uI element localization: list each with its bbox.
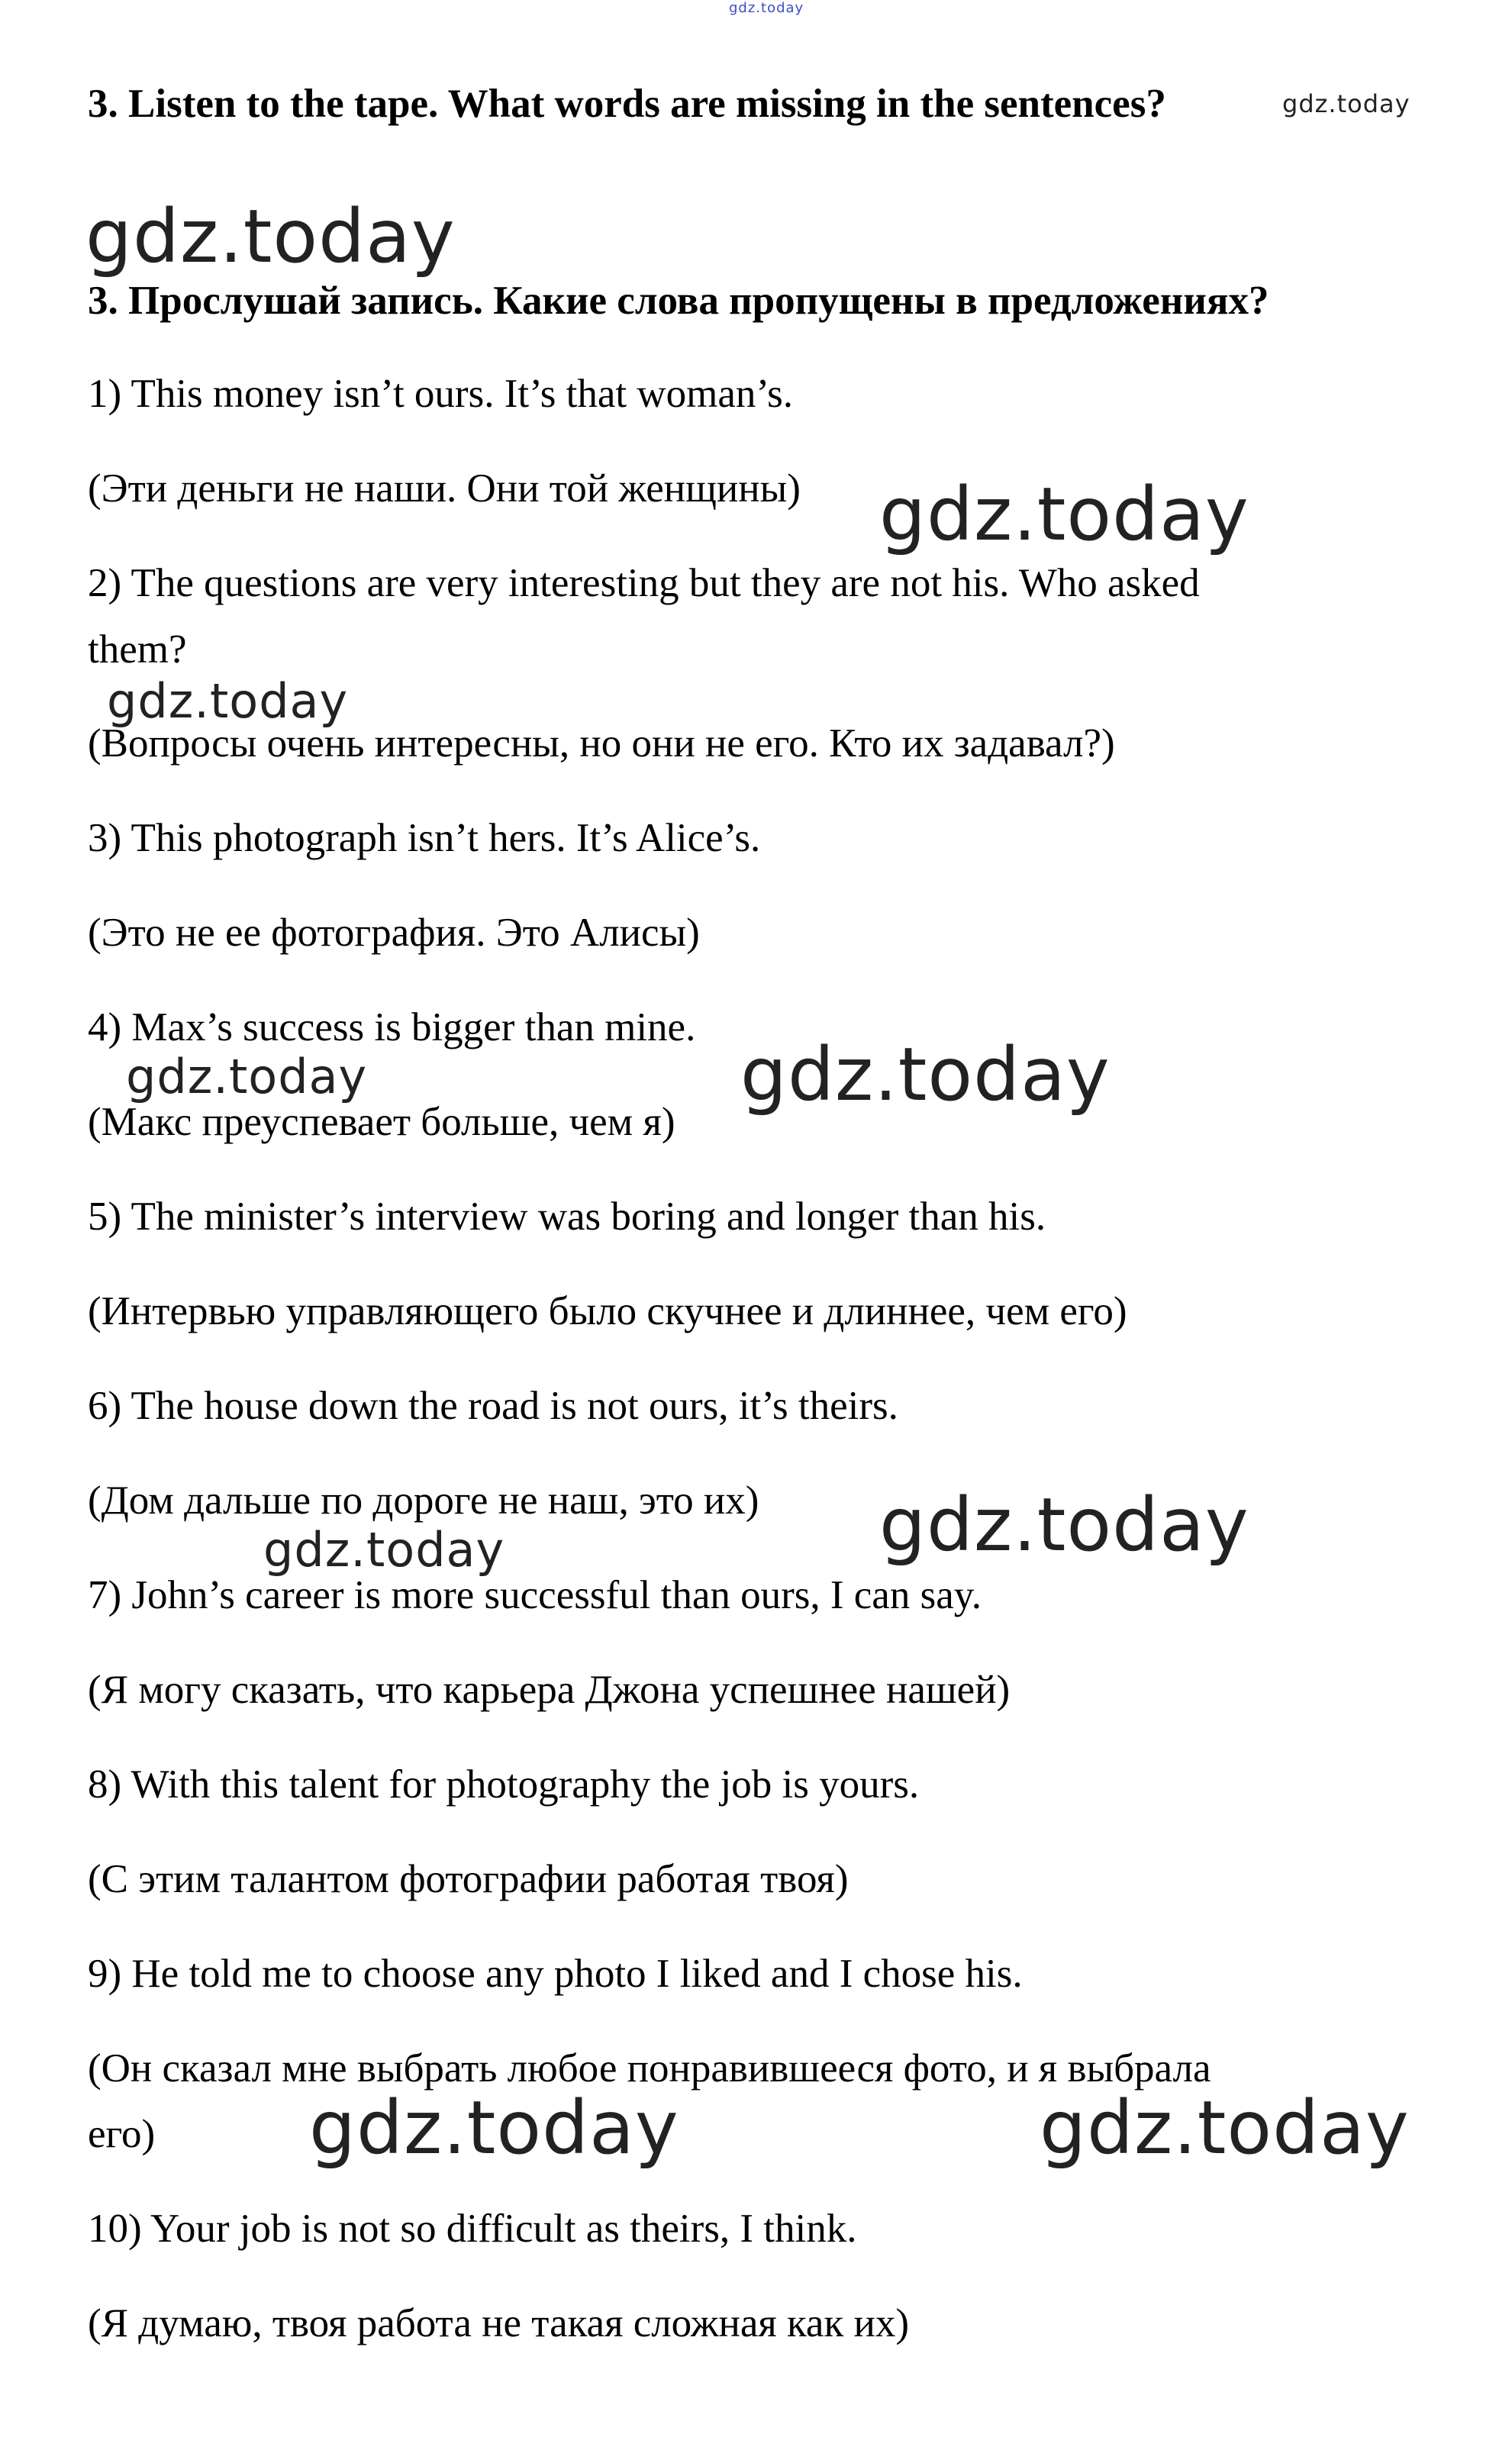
watermark: gdz.today <box>740 1032 1111 1117</box>
header-watermark: gdz.today <box>729 0 804 16</box>
watermark: gdz.today <box>879 472 1249 557</box>
sentence-russian: (С этим талантом фотографии работая твоя) <box>88 1857 849 1901</box>
watermark: gdz.today <box>107 673 349 729</box>
sentence-english: 10) Your job is not so difficult as theirs, I think. <box>88 2207 857 2251</box>
sentence-english: 8) With this talent for photography the job is yours. <box>88 1762 920 1807</box>
sentence-russian-continued: его) <box>88 2112 156 2156</box>
watermark: gdz.today <box>85 194 456 279</box>
sentence-english: 9) He told me to choose any photo I liked and I chose his. <box>88 1952 1023 1996</box>
watermark: gdz.today <box>309 2085 679 2171</box>
sentence-russian: (Макс преуспевает больше, чем я) <box>88 1100 675 1144</box>
watermark: gdz.today <box>1282 89 1410 118</box>
sentence-russian: (Он сказал мне выбрать любое понравившееся фото, и я выбрала <box>88 2046 1211 2091</box>
sentence-english: 4) Max’s success is bigger than mine. <box>88 1005 696 1049</box>
sentence-russian: (Эти деньги не наши. Они той женщины) <box>88 466 801 511</box>
watermark: gdz.today <box>879 1482 1249 1568</box>
sentence-russian: (Это не ее фотография. Это Алисы) <box>88 911 700 955</box>
sentence-english: 3) This photograph isn’t hers. It’s Alice’s. <box>88 816 761 860</box>
sentence-english: 5) The minister’s interview was boring and longer than his. <box>88 1194 1046 1239</box>
watermark: gdz.today <box>1040 2085 1410 2171</box>
sentence-english: 6) The house down the road is not ours, it’s theirs. <box>88 1384 898 1428</box>
heading-english: 3. Listen to the tape. What words are missing in the sentences? <box>88 82 1166 126</box>
sentence-english: 1) This money isn’t ours. It’s that woman’s. <box>88 372 794 416</box>
watermark: gdz.today <box>126 1049 368 1104</box>
sentence-russian: (Я могу сказать, что карьера Джона успешнее нашей) <box>88 1668 1011 1712</box>
sentence-russian: (Я думаю, твоя работа не такая сложная как их) <box>88 2301 909 2345</box>
sentence-russian: (Вопросы очень интересны, но они не его. Кто их задавал?) <box>88 721 1115 766</box>
heading-russian: 3. Прослушай запись. Какие слова пропущены в предложениях? <box>88 279 1269 323</box>
sentence-english-continued: them? <box>88 627 187 672</box>
sentence-english: 7) John’s career is more successful than ours, I can say. <box>88 1573 982 1617</box>
watermark: gdz.today <box>263 1522 505 1578</box>
sentence-english: 2) The questions are very interesting but they are not his. Who asked <box>88 561 1200 605</box>
sentence-russian: (Дом дальше по дороге не наш, это их) <box>88 1478 759 1523</box>
sentence-russian: (Интервью управляющего было скучнее и длиннее, чем его) <box>88 1289 1127 1333</box>
